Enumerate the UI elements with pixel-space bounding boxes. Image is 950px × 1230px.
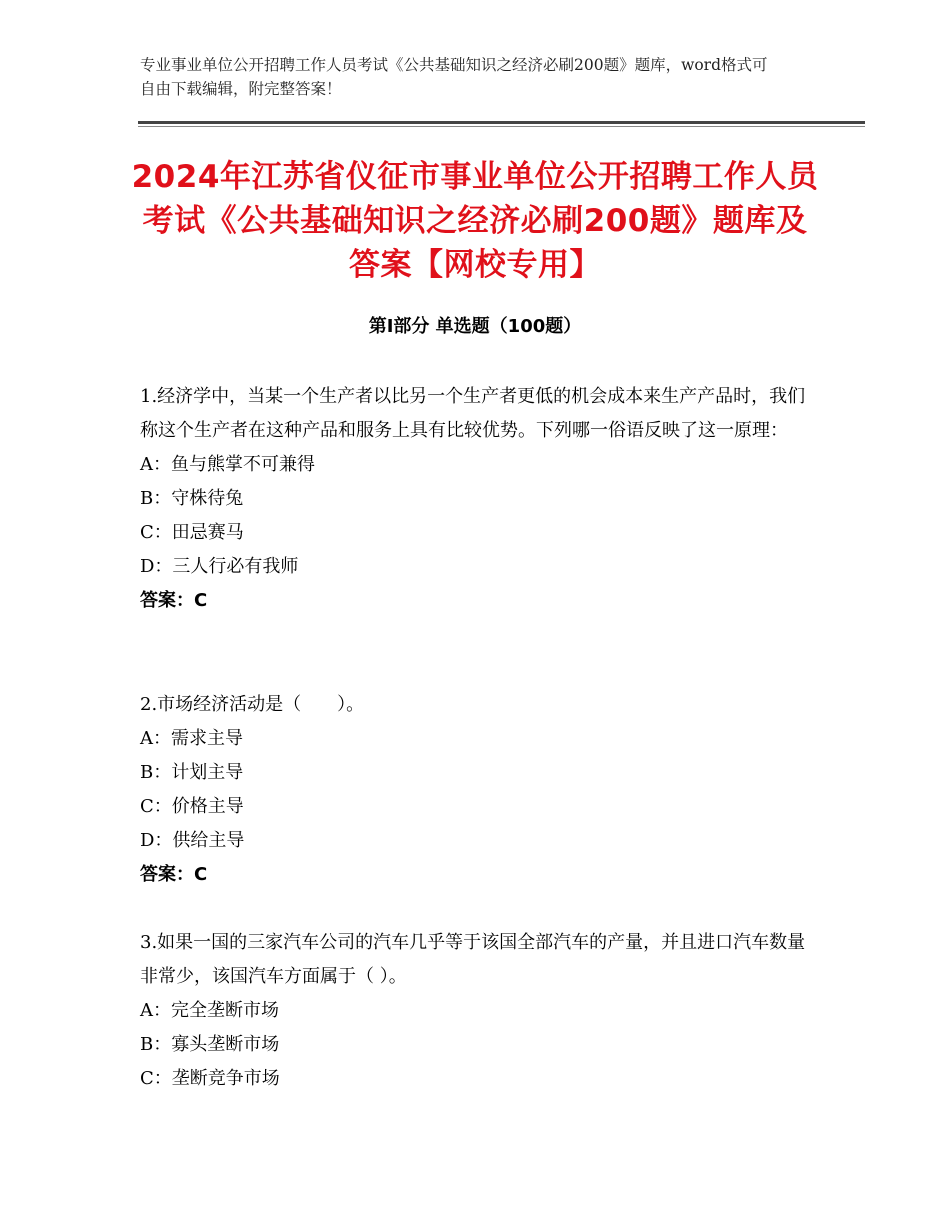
- option-c: C：田忌赛马: [140, 522, 244, 543]
- option-b: B：寡头垄断市场: [140, 1034, 280, 1055]
- answer-line: 答案：C: [140, 590, 208, 611]
- answer-line: 答案：C: [140, 864, 208, 885]
- option-d: D：供给主导: [140, 830, 245, 851]
- question-stem: 2.市场经济活动是（ ）。: [140, 694, 365, 715]
- header-divider-thick: [138, 121, 865, 124]
- option-c: C：价格主导: [140, 796, 244, 817]
- header-divider-thin: [138, 126, 865, 127]
- option-a: A：需求主导: [140, 728, 243, 749]
- document-title: 2024年江苏省仪征市事业单位公开招聘工作人员考试《公共基础知识之经济必刷200题》题库及答案【网校专用】: [131, 159, 819, 283]
- option-c: C：垄断竞争市场: [140, 1068, 280, 1089]
- question-1: [140, 380, 810, 618]
- option-b: B：计划主导: [140, 762, 244, 783]
- section-heading: 第I部分 单选题（100题）: [368, 316, 582, 337]
- header-note: 专业事业单位公开招聘工作人员考试《公共基础知识之经济必刷200题》题库，word格式可自由下载编辑，附完整答案！: [140, 56, 768, 98]
- header-divider: [138, 121, 865, 127]
- option-b: B：守株待兔: [140, 488, 244, 509]
- question-2: [140, 688, 810, 892]
- question-3: [140, 926, 810, 1096]
- option-d: D：三人行必有我师: [140, 556, 299, 577]
- option-a: A：完全垄断市场: [140, 1000, 279, 1021]
- question-stem: 3.如果一国的三家汽车公司的汽车几乎等于该国全部汽车的产量，并且进口汽车数量非常少，该国汽车方面属于（ ）。: [140, 932, 806, 987]
- question-stem: 1.经济学中，当某一个生产者以比另一个生产者更低的机会成本来生产产品时，我们称这个生产者在这种产品和服务上具有比较优势。下列哪一俗语反映了这一原理：: [140, 386, 806, 441]
- option-a: A：鱼与熊掌不可兼得: [140, 454, 315, 475]
